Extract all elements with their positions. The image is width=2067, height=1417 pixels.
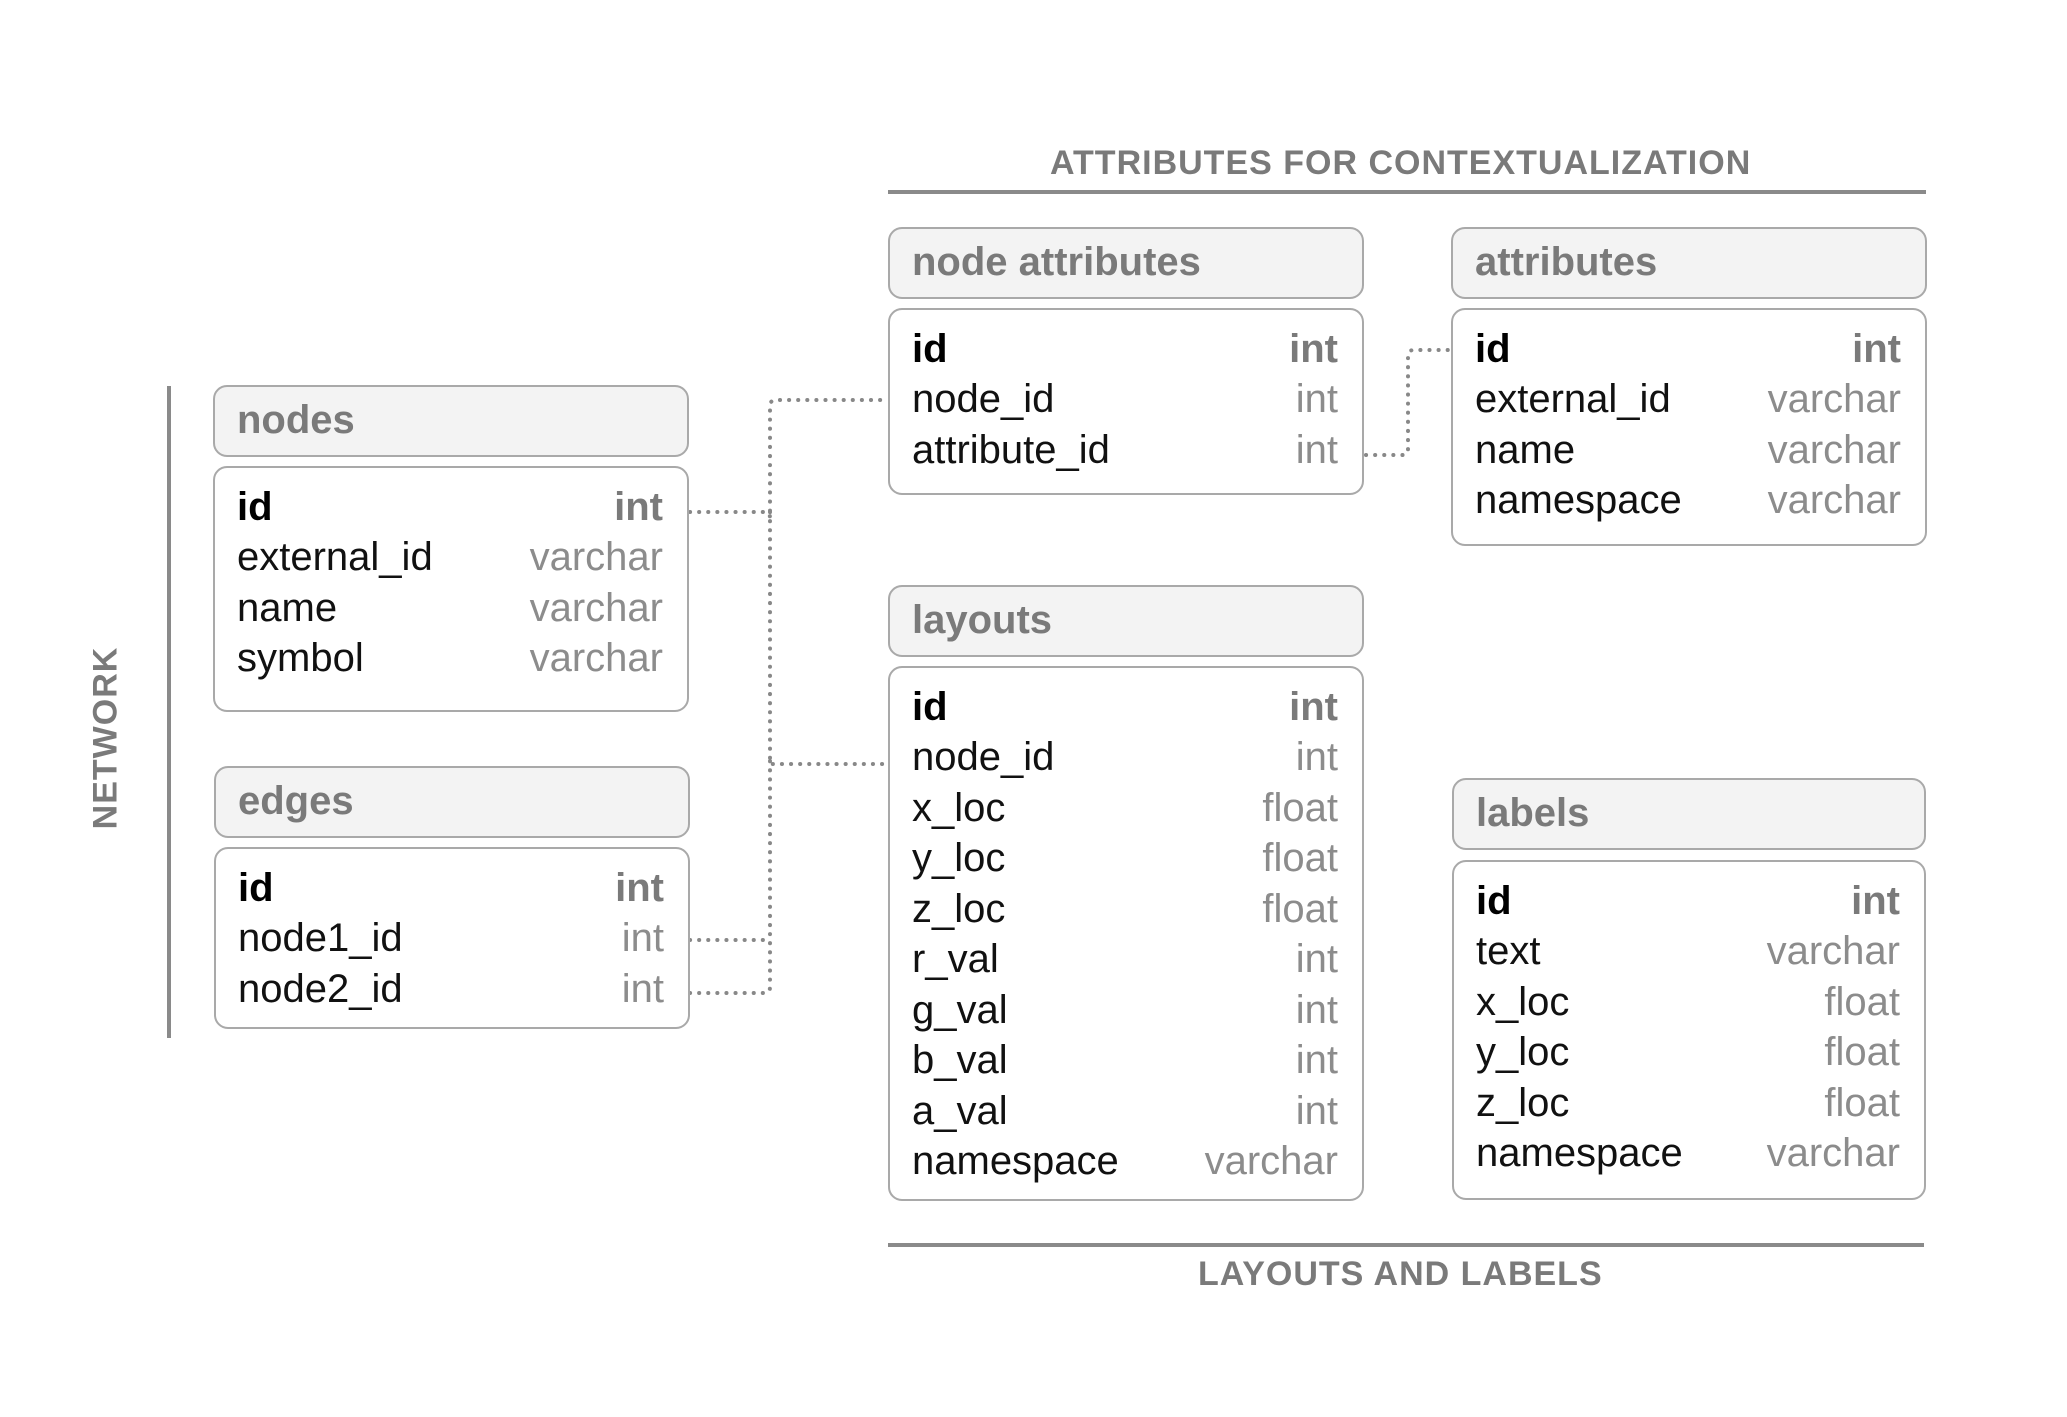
nodes-row-external-id bbox=[237, 533, 663, 584]
layouts-row-id bbox=[912, 682, 1338, 733]
field-name: name bbox=[1475, 427, 1576, 472]
field-name: namespace bbox=[1475, 478, 1682, 523]
network-section-title: NETWORK bbox=[86, 646, 125, 830]
labels-row-y-loc bbox=[1476, 1028, 1900, 1079]
layouts-row-y-loc bbox=[912, 834, 1338, 885]
field-type: int bbox=[1295, 427, 1338, 472]
field-type: int bbox=[1289, 684, 1338, 729]
field-type: float bbox=[1824, 1030, 1900, 1075]
nodes-table-title: nodes bbox=[237, 398, 355, 442]
attributes-table-body bbox=[1451, 308, 1927, 546]
field-name: node_id bbox=[912, 735, 1055, 780]
connector-nodes-to-layouts bbox=[770, 512, 884, 764]
field-name: namespace bbox=[1476, 1131, 1683, 1176]
attributes-table-title: attributes bbox=[1475, 240, 1658, 284]
field-name: id bbox=[237, 484, 273, 529]
node-attributes-table-header bbox=[888, 227, 1364, 299]
layouts-row-z-loc bbox=[912, 884, 1338, 935]
field-type: varchar bbox=[529, 636, 663, 681]
field-type: int bbox=[1295, 1088, 1338, 1133]
field-name: b_val bbox=[912, 1038, 1008, 1083]
node-attributes-row-node-id bbox=[912, 375, 1338, 426]
field-type: int bbox=[621, 916, 664, 961]
field-name: attribute_id bbox=[912, 427, 1110, 472]
field-type: varchar bbox=[529, 535, 663, 580]
layouts-row-x-loc bbox=[912, 783, 1338, 834]
field-name: z_loc bbox=[912, 886, 1006, 931]
layouts-table-header bbox=[888, 585, 1364, 657]
edges-table-title: edges bbox=[238, 779, 354, 823]
edges-row-node1-id bbox=[238, 914, 664, 965]
field-type: float bbox=[1262, 785, 1338, 830]
field-name: y_loc bbox=[1476, 1030, 1570, 1075]
attributes-section-rule bbox=[888, 190, 1926, 194]
field-name: namespace bbox=[912, 1139, 1119, 1184]
field-name: x_loc bbox=[1476, 979, 1570, 1024]
field-name: a_val bbox=[912, 1088, 1008, 1133]
field-type: int bbox=[1295, 937, 1338, 982]
field-type: varchar bbox=[1767, 478, 1901, 523]
field-type: int bbox=[1852, 326, 1901, 371]
field-name: symbol bbox=[237, 636, 364, 681]
field-type: float bbox=[1824, 979, 1900, 1024]
layouts-row-a-val bbox=[912, 1086, 1338, 1137]
field-type: int bbox=[621, 966, 664, 1011]
nodes-table-body bbox=[213, 466, 689, 712]
field-name: node1_id bbox=[238, 916, 403, 961]
labels-row-x-loc bbox=[1476, 977, 1900, 1028]
field-type: int bbox=[1295, 1038, 1338, 1083]
labels-row-text bbox=[1476, 927, 1900, 978]
field-name: x_loc bbox=[912, 785, 1006, 830]
field-name: node2_id bbox=[238, 966, 403, 1011]
field-type: int bbox=[615, 865, 664, 910]
field-type: int bbox=[1851, 878, 1900, 923]
field-type: int bbox=[614, 484, 663, 529]
field-type: float bbox=[1262, 886, 1338, 931]
field-type: varchar bbox=[1767, 377, 1901, 422]
edges-table-body bbox=[214, 847, 690, 1029]
nodes-row-name bbox=[237, 583, 663, 634]
labels-table-body bbox=[1452, 860, 1926, 1200]
node-attributes-row-attribute-id bbox=[912, 425, 1338, 476]
edges-table-header bbox=[214, 766, 690, 838]
labels-row-namespace bbox=[1476, 1129, 1900, 1180]
field-name: g_val bbox=[912, 987, 1008, 1032]
field-name: id bbox=[912, 326, 948, 371]
field-type: int bbox=[1295, 987, 1338, 1032]
field-name: id bbox=[912, 684, 948, 729]
layouts-section-rule bbox=[888, 1243, 1924, 1247]
field-type: varchar bbox=[1204, 1139, 1338, 1184]
nodes-row-symbol bbox=[237, 634, 663, 685]
field-type: int bbox=[1295, 377, 1338, 422]
labels-table-header bbox=[1452, 778, 1926, 850]
layouts-table-title: layouts bbox=[912, 598, 1053, 642]
field-name: id bbox=[238, 865, 274, 910]
attributes-section-title: ATTRIBUTES FOR CONTEXTUALIZATION bbox=[1050, 144, 1752, 182]
field-name: id bbox=[1475, 326, 1511, 371]
field-type: int bbox=[1289, 326, 1338, 371]
attributes-row-namespace bbox=[1475, 476, 1901, 527]
field-name: id bbox=[1476, 878, 1512, 923]
labels-row-id bbox=[1476, 876, 1900, 927]
field-type: varchar bbox=[1766, 929, 1900, 974]
labels-row-z-loc bbox=[1476, 1078, 1900, 1129]
field-name: z_loc bbox=[1476, 1080, 1570, 1125]
field-type: varchar bbox=[1766, 1131, 1900, 1176]
node-attributes-row-id bbox=[912, 324, 1338, 375]
attributes-row-external-id bbox=[1475, 375, 1901, 426]
field-type: float bbox=[1262, 836, 1338, 881]
connector-nodes-to-node-attributes bbox=[690, 400, 884, 518]
field-name: r_val bbox=[912, 937, 999, 982]
layouts-row-r-val bbox=[912, 935, 1338, 986]
field-name: name bbox=[237, 585, 338, 630]
attributes-row-id bbox=[1475, 324, 1901, 375]
field-name: node_id bbox=[912, 377, 1055, 422]
field-type: varchar bbox=[529, 585, 663, 630]
field-type: varchar bbox=[1767, 427, 1901, 472]
connector-node-attributes-to-attributes bbox=[1366, 350, 1450, 455]
attributes-row-name bbox=[1475, 425, 1901, 476]
field-name: y_loc bbox=[912, 836, 1006, 881]
layouts-row-b-val bbox=[912, 1036, 1338, 1087]
network-section-rule bbox=[167, 386, 171, 1038]
attributes-table-header bbox=[1451, 227, 1927, 299]
field-type: float bbox=[1824, 1080, 1900, 1125]
layouts-row-namespace bbox=[912, 1137, 1338, 1188]
node-attributes-table-body bbox=[888, 308, 1364, 495]
field-name: text bbox=[1476, 929, 1541, 974]
layouts-section-title: LAYOUTS AND LABELS bbox=[1198, 1255, 1603, 1293]
labels-table-title: labels bbox=[1476, 791, 1590, 835]
layouts-row-g-val bbox=[912, 985, 1338, 1036]
field-type: int bbox=[1295, 735, 1338, 780]
field-name: external_id bbox=[237, 535, 433, 580]
layouts-table-body bbox=[888, 666, 1364, 1201]
field-name: external_id bbox=[1475, 377, 1671, 422]
nodes-table-header bbox=[213, 385, 689, 457]
layouts-row-node-id bbox=[912, 733, 1338, 784]
connector-edge2-to-nodes bbox=[690, 760, 770, 993]
nodes-row-id bbox=[237, 482, 663, 533]
edges-row-node2-id bbox=[238, 964, 664, 1015]
edges-row-id bbox=[238, 863, 664, 914]
node-attributes-table-title: node attributes bbox=[912, 240, 1201, 284]
